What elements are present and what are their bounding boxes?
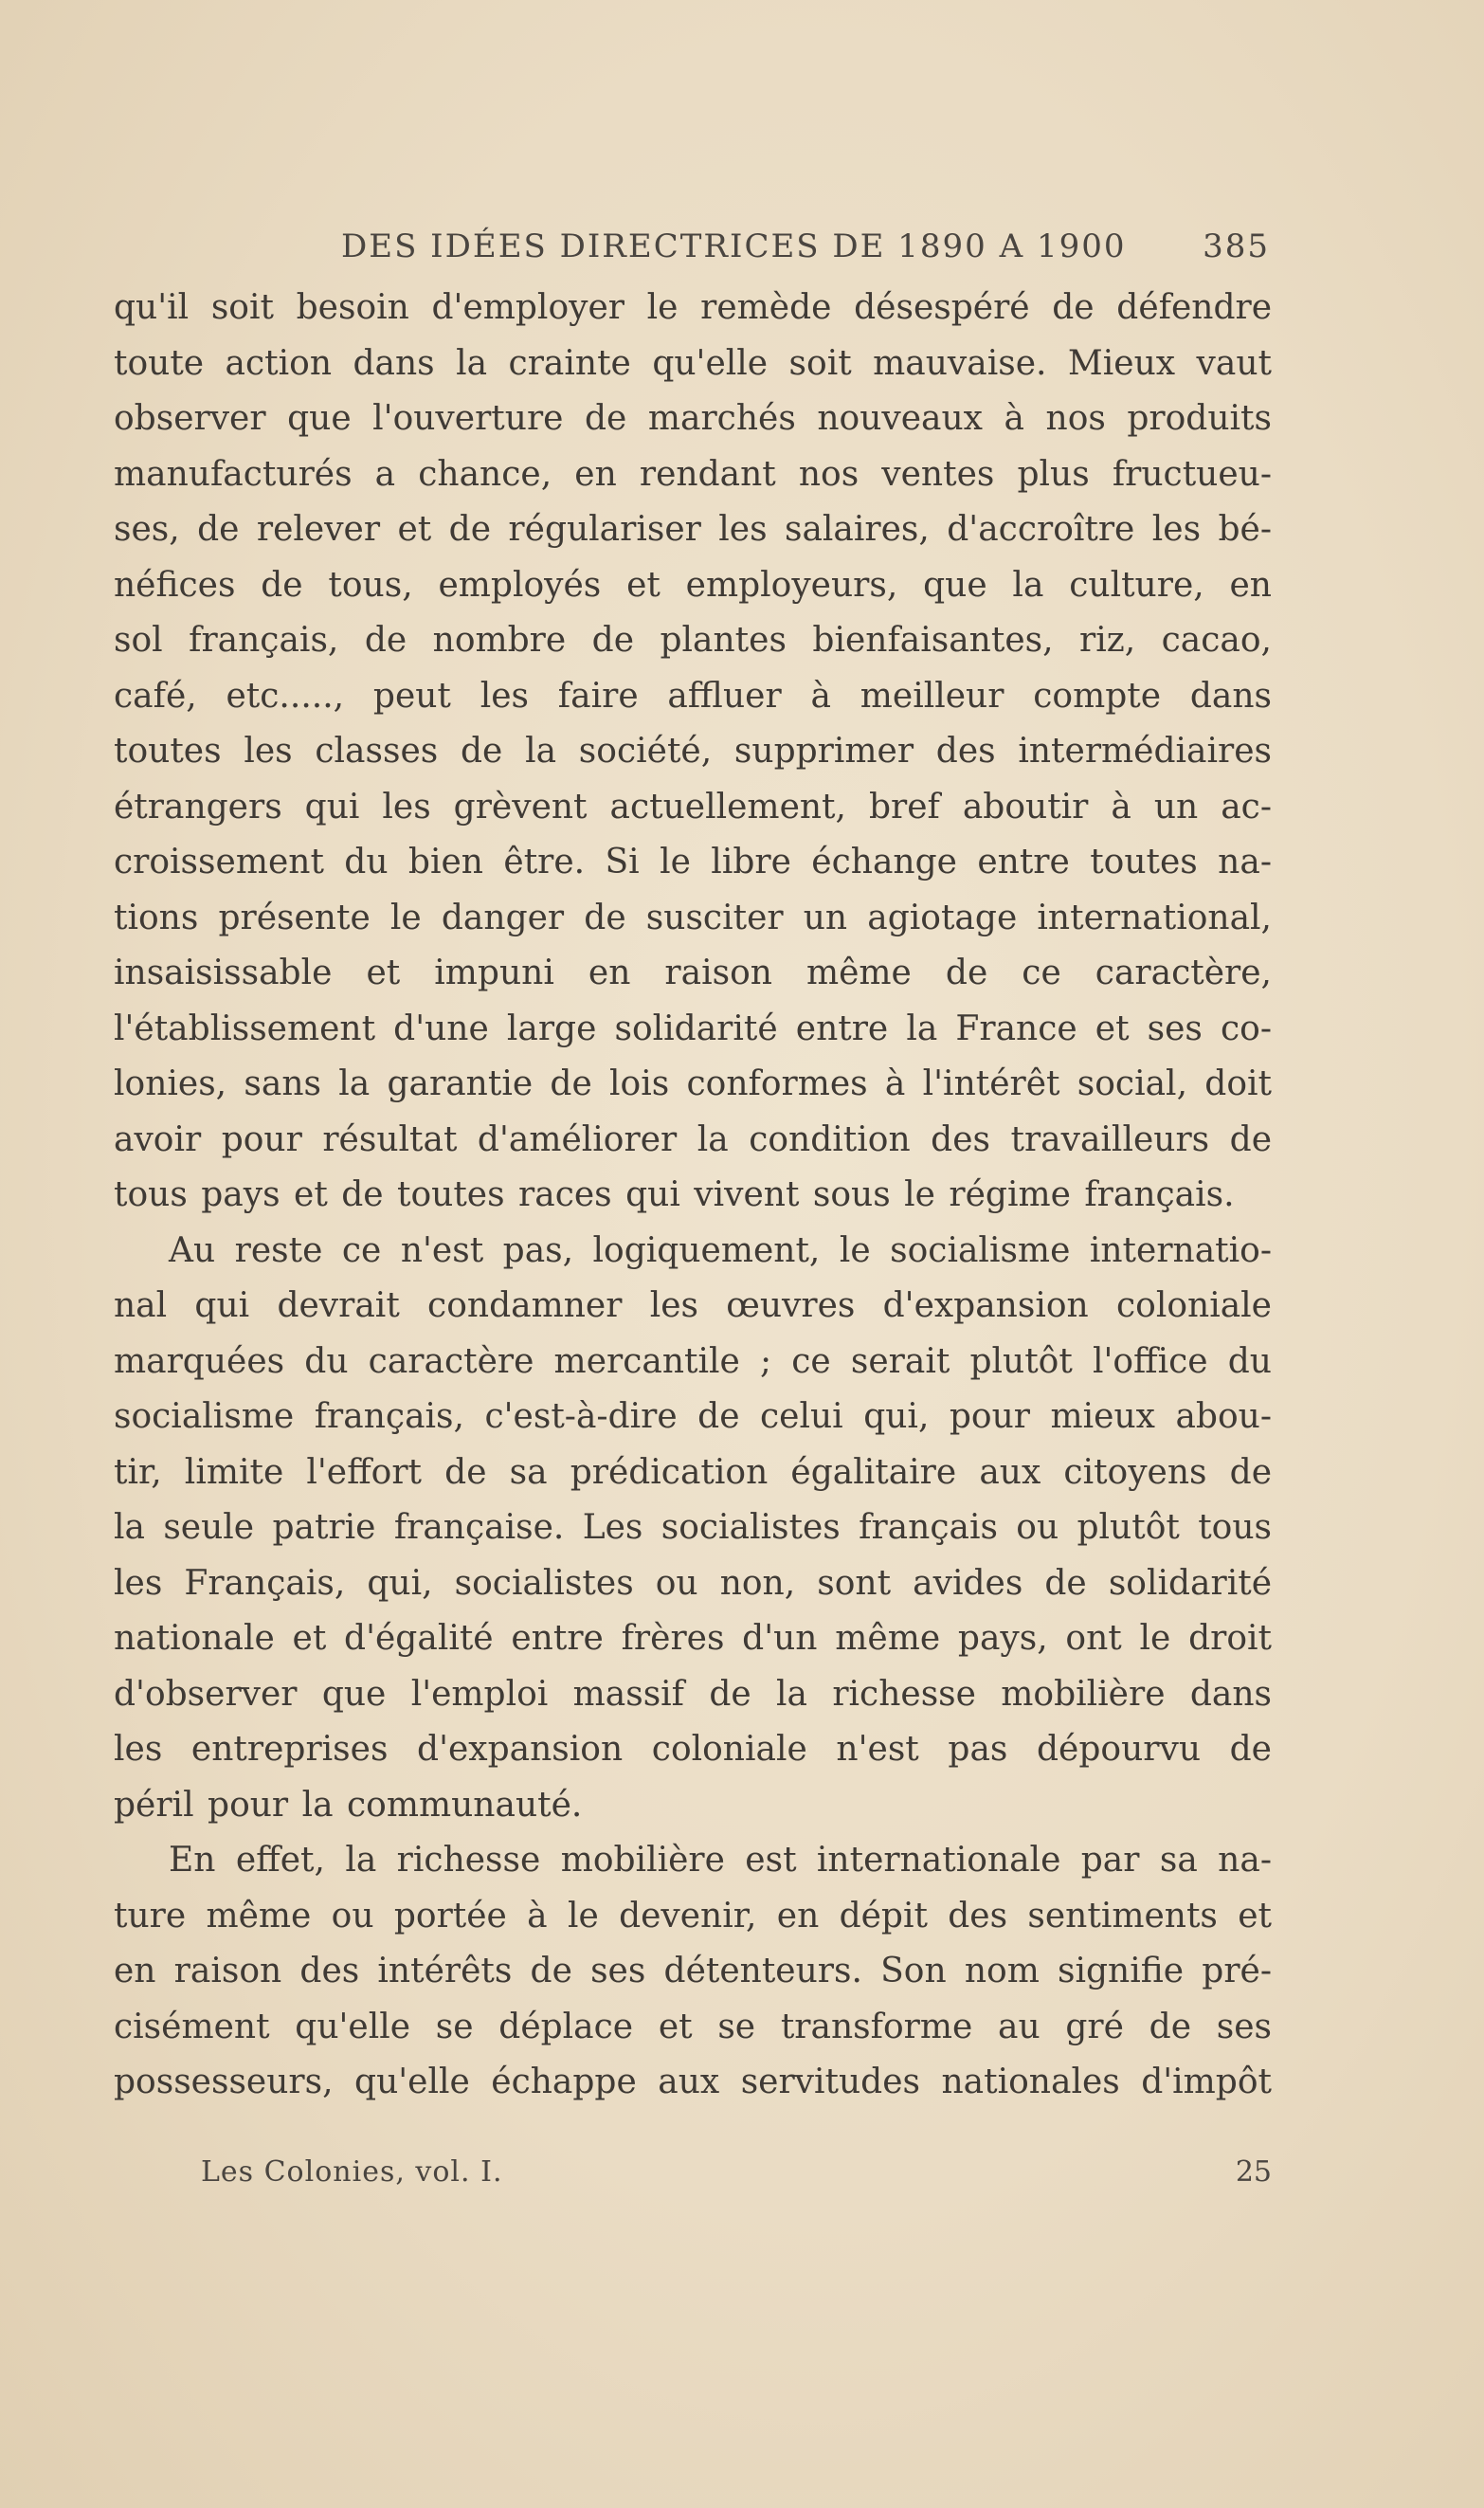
text-line <box>114 1279 1272 1335</box>
page-header <box>341 227 1270 271</box>
text-line <box>114 1445 1272 1501</box>
text-line-content: péril pour la communauté. <box>114 1785 583 1825</box>
text-line <box>114 2055 1272 2111</box>
text-line-content: toutes les classes de la société, supprimer des intermédiaires <box>114 732 1272 771</box>
text-line <box>114 1722 1272 1778</box>
text-line-content: cisément qu'elle se déplace et se transforme au gré de ses <box>114 2007 1272 2046</box>
running-head: DES IDÉES DIRECTRICES DE 1890 A 1900 <box>341 227 1127 265</box>
text-line-content: tions présente le danger de susciter un agiotage international, <box>114 898 1272 937</box>
text-line <box>114 1944 1272 2000</box>
text-line-content: l'établissement d'une large solidarité entre la France et ses co- <box>114 1009 1272 1048</box>
text-line-content: marquées du caractère mercantile ; ce serait plutôt l'office du <box>114 1341 1272 1381</box>
text-line <box>114 1833 1272 1889</box>
text-line-content: ture même ou portée à le devenir, en dépit des sentiments et <box>114 1896 1272 1936</box>
text-line <box>114 891 1272 947</box>
page-number: 385 <box>1203 227 1270 265</box>
text-line <box>114 1224 1272 1280</box>
text-line <box>114 669 1272 725</box>
text-line <box>114 1335 1272 1390</box>
text-line-content: d'observer que l'emploi massif de la richesse mobilière dans <box>114 1674 1272 1714</box>
text-line-content: avoir pour résultat d'améliorer la condition des travailleurs de <box>114 1119 1272 1159</box>
text-line-content: En effet, la richesse mobilière est internationale par sa na- <box>169 1841 1272 1880</box>
text-line <box>114 835 1272 891</box>
text-line <box>114 1002 1272 1058</box>
text-line <box>114 336 1272 392</box>
text-line-content: observer que l'ouverture de marchés nouveaux à nos produits <box>114 399 1272 438</box>
text-line-content: nal qui devrait condamner les œuvres d'expansion coloniale <box>114 1286 1272 1325</box>
text-line <box>114 724 1272 780</box>
text-line-content: croissement du bien être. Si le libre échange entre toutes na- <box>114 843 1272 881</box>
text-line <box>114 613 1272 669</box>
text-line-content: insaisissable et impuni en raison même de ce caractère, <box>114 954 1272 992</box>
text-line <box>114 558 1272 614</box>
text-line <box>114 2000 1272 2056</box>
text-line <box>114 1611 1272 1667</box>
text-line-content: toute action dans la crainte qu'elle soit mauvaise. Mieux vaut <box>114 343 1272 383</box>
text-line-content: la seule patrie française. Les socialistes français ou plutôt tous <box>114 1508 1272 1547</box>
text-line <box>114 946 1272 1002</box>
text-line-content: lonies, sans la garantie de lois conformes à l'intérêt social, doit <box>114 1064 1272 1103</box>
text-line <box>114 502 1272 558</box>
text-line <box>114 1889 1272 1945</box>
text-line <box>114 1390 1272 1445</box>
text-line-content: ses, de relever et de régulariser les salaires, d'accroître les bé- <box>114 510 1272 549</box>
text-line-content: café, etc....., peut les faire affluer à meilleur compte dans <box>114 676 1272 716</box>
text-line-content: tir, limite l'effort de sa prédication égalitaire aux citoyens de <box>114 1452 1272 1492</box>
text-line-content: néfices de tous, employés et employeurs, que la culture, en <box>114 565 1272 605</box>
signature-mark: 25 <box>1235 2155 1272 2189</box>
text-line-content: tous pays et de toutes races qui vivent sous le régime français. <box>114 1175 1235 1214</box>
text-line <box>114 281 1272 336</box>
text-line <box>114 1778 1272 1834</box>
signature-line: Les Colonies, vol. I. <box>201 2155 503 2189</box>
text-line <box>114 1057 1272 1113</box>
text-line-content: en raison des intérêts de ses détenteurs. Son nom signifie pré- <box>114 1952 1272 1990</box>
text-line-content: manufacturés a chance, en rendant nos ventes plus fructueu- <box>114 454 1272 494</box>
text-line <box>114 1556 1272 1612</box>
text-line-content: étrangers qui les grèvent actuellement, bref aboutir à un ac- <box>114 787 1272 827</box>
text-line <box>114 447 1272 503</box>
text-line <box>114 1113 1272 1169</box>
text-line <box>114 1500 1272 1556</box>
text-line-content: les entreprises d'expansion coloniale n'est pas dépourvu de <box>114 1730 1272 1769</box>
text-line-content: Au reste ce n'est pas, logiquement, le socialisme internatio- <box>169 1230 1272 1270</box>
text-line-content: possesseurs, qu'elle échappe aux servitudes nationales d'impôt <box>114 2063 1272 2101</box>
body-text <box>114 281 1272 2111</box>
text-line-content: nationale et d'égalité entre frères d'un même pays, ont le droit <box>114 1619 1272 1658</box>
page-footer <box>201 2155 1272 2203</box>
text-line-content: qu'il soit besoin d'employer le remède désespéré de défendre <box>114 288 1272 327</box>
text-line <box>114 1168 1272 1224</box>
text-line-content: socialisme français, c'est-à-dire de celui qui, pour mieux abou- <box>114 1397 1272 1436</box>
text-line-content: les Français, qui, socialistes ou non, sont avides de solidarité <box>114 1563 1272 1603</box>
text-line <box>114 1667 1272 1723</box>
text-line-content: sol français, de nombre de plantes bienfaisantes, riz, cacao, <box>114 621 1272 660</box>
text-line <box>114 780 1272 836</box>
text-line <box>114 391 1272 447</box>
